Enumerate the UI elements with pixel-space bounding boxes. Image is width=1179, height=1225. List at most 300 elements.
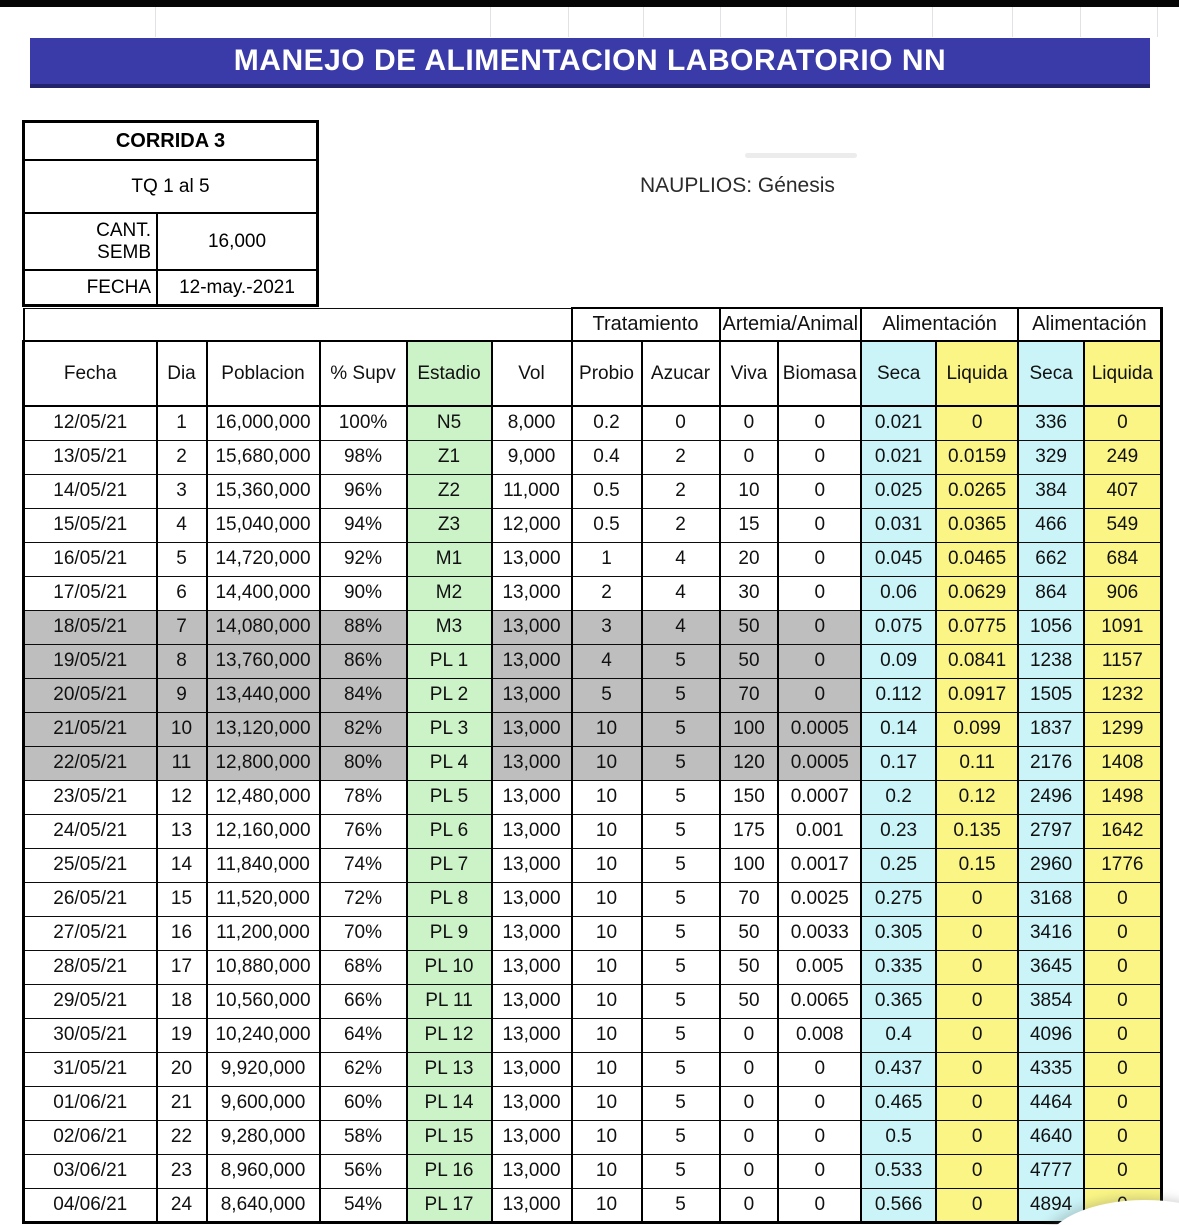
page-title: MANEJO DE ALIMENTACION LABORATORIO NN [233,44,947,77]
cell-vol: 13,000 [492,780,572,814]
cell-probio: 0.4 [572,440,642,474]
cell-seca-2: 2496 [1018,780,1084,814]
cell-viva: 50 [720,644,779,678]
cell-dia: 4 [157,508,207,542]
cell-dia: 2 [157,440,207,474]
cell-vol: 13,000 [492,1018,572,1052]
cell-viva: 100 [720,712,779,746]
cell-fecha: 18/05/21 [24,610,157,644]
cell-probio: 0.2 [572,406,642,440]
cell-viva: 50 [720,916,779,950]
cell-seca: 0.305 [861,916,936,950]
cell-seca: 0.021 [861,440,936,474]
cell-liquida: 0.0775 [936,610,1018,644]
cell-liquida: 0 [936,406,1018,440]
cell-poblacion: 14,720,000 [207,542,320,576]
cell-liquida-2: 0 [1084,1120,1161,1154]
cell-probio: 10 [572,1052,642,1086]
cell-dia: 15 [157,882,207,916]
cell-liquida-2: 1157 [1084,644,1161,678]
cell-vol: 13,000 [492,746,572,780]
cell-liquida: 0.11 [936,746,1018,780]
cell-dia: 20 [157,1052,207,1086]
cell-vol: 13,000 [492,576,572,610]
table-row [24,678,1162,712]
cell-supv: 54% [320,1188,407,1222]
title-bar [30,38,1150,88]
cell-probio: 4 [572,644,642,678]
cell-fecha: 01/06/21 [24,1086,157,1120]
header-liquida-1: Liquida [936,341,1018,406]
cell-liquida-2: 0 [1084,1086,1161,1120]
cell-viva: 0 [720,1086,779,1120]
header-liquida-2: Liquida [1084,341,1161,406]
cell-azucar: 2 [642,474,720,508]
cell-poblacion: 14,400,000 [207,576,320,610]
cell-azucar: 5 [642,814,720,848]
cell-seca: 0.14 [861,712,936,746]
cell-viva: 150 [720,780,779,814]
cell-probio: 10 [572,1188,642,1222]
cell-seca-2: 3645 [1018,950,1084,984]
cell-seca: 0.365 [861,984,936,1018]
top-gridline [1012,7,1013,37]
cell-seca: 0.075 [861,610,936,644]
cell-fecha: 02/06/21 [24,1120,157,1154]
table-row [24,780,1162,814]
cell-poblacion: 10,880,000 [207,950,320,984]
cell-azucar: 5 [642,1154,720,1188]
cell-probio: 0.5 [572,508,642,542]
table-row [24,814,1162,848]
cell-poblacion: 11,520,000 [207,882,320,916]
cell-supv: 56% [320,1154,407,1188]
cell-biomasa: 0.0005 [778,746,861,780]
cell-supv: 70% [320,916,407,950]
cell-supv: 60% [320,1086,407,1120]
cell-azucar: 4 [642,610,720,644]
cell-azucar: 5 [642,1120,720,1154]
cell-biomasa: 0 [778,508,861,542]
cell-fecha: 22/05/21 [24,746,157,780]
run-info-box [22,120,319,307]
table-row [24,1052,1162,1086]
cell-fecha: 24/05/21 [24,814,157,848]
table-body [24,406,1162,1222]
cell-vol: 13,000 [492,1086,572,1120]
cell-vol: 13,000 [492,678,572,712]
cell-dia: 22 [157,1120,207,1154]
top-gridline [855,7,856,37]
cell-estadio: PL 1 [407,644,492,678]
cell-vol: 13,000 [492,882,572,916]
cell-vol: 13,000 [492,950,572,984]
cell-liquida-2: 0 [1084,1154,1161,1188]
table-row [24,644,1162,678]
cell-estadio: PL 11 [407,984,492,1018]
table-row [24,916,1162,950]
cell-estadio: M2 [407,576,492,610]
top-gridline [1080,7,1081,37]
cell-dia: 5 [157,542,207,576]
cell-seca-2: 3168 [1018,882,1084,916]
cell-estadio: PL 12 [407,1018,492,1052]
cell-estadio: Z3 [407,508,492,542]
cell-fecha: 26/05/21 [24,882,157,916]
cell-estadio: PL 13 [407,1052,492,1086]
cell-liquida: 0 [936,984,1018,1018]
cell-vol: 13,000 [492,916,572,950]
cell-liquida-2: 1498 [1084,780,1161,814]
cell-biomasa: 0 [778,474,861,508]
cant-semb-value: 16,000 [207,230,267,252]
cell-seca-2: 864 [1018,576,1084,610]
cell-dia: 24 [157,1188,207,1222]
cell-viva: 15 [720,508,779,542]
cell-liquida: 0 [936,1154,1018,1188]
cell-viva: 50 [720,950,779,984]
group-header-artemia-animal: Artemia/Animal [720,308,862,341]
cell-seca: 0.021 [861,406,936,440]
header-viva: Viva [720,341,779,406]
cell-liquida-2: 0 [1084,1018,1161,1052]
cell-biomasa: 0.0025 [778,882,861,916]
cell-biomasa: 0 [778,542,861,576]
cell-supv: 94% [320,508,407,542]
cell-seca: 0.25 [861,848,936,882]
blank-spacer [24,308,572,341]
cell-biomasa: 0.001 [778,814,861,848]
header-vol: Vol [492,341,572,406]
cell-supv: 80% [320,746,407,780]
cell-azucar: 5 [642,712,720,746]
cell-fecha: 16/05/21 [24,542,157,576]
cell-liquida-2: 0 [1084,1052,1161,1086]
header-azucar: Azucar [642,341,720,406]
cell-azucar: 5 [642,916,720,950]
cell-liquida: 0.0629 [936,576,1018,610]
fecha-row [25,271,316,304]
header-probio: Probio [572,341,642,406]
cell-estadio: PL 4 [407,746,492,780]
cell-poblacion: 9,280,000 [207,1120,320,1154]
cell-supv: 66% [320,984,407,1018]
cell-seca: 0.533 [861,1154,936,1188]
cell-viva: 50 [720,984,779,1018]
header-seca-2: Seca [1018,341,1084,406]
cell-azucar: 5 [642,1018,720,1052]
cell-supv: 62% [320,1052,407,1086]
cell-liquida: 0.099 [936,712,1018,746]
cell-poblacion: 14,080,000 [207,610,320,644]
cell-vol: 13,000 [492,814,572,848]
cell-poblacion: 13,440,000 [207,678,320,712]
cell-seca: 0.5 [861,1120,936,1154]
cell-dia: 21 [157,1086,207,1120]
cell-biomasa: 0 [778,1120,861,1154]
cell-supv: 58% [320,1120,407,1154]
top-gridline [155,7,156,37]
cell-fecha: 30/05/21 [24,1018,157,1052]
cell-probio: 3 [572,610,642,644]
cell-estadio: Z1 [407,440,492,474]
cell-estadio: N5 [407,406,492,440]
cell-liquida-2: 1232 [1084,678,1161,712]
cell-supv: 68% [320,950,407,984]
cell-poblacion: 16,000,000 [207,406,320,440]
cell-seca: 0.2 [861,780,936,814]
cell-liquida-2: 0 [1084,950,1161,984]
top-gridline [932,7,933,37]
cell-probio: 10 [572,712,642,746]
cell-seca-2: 336 [1018,406,1084,440]
cell-probio: 0.5 [572,474,642,508]
tanks-row [25,161,316,214]
cell-liquida-2: 0 [1084,984,1161,1018]
cell-liquida-2: 906 [1084,576,1161,610]
group-header-alimentacion-1: Alimentación [861,308,1018,341]
cell-liquida: 0.135 [936,814,1018,848]
cell-seca-2: 329 [1018,440,1084,474]
cell-biomasa: 0 [778,1188,861,1222]
cell-fecha: 19/05/21 [24,644,157,678]
cell-dia: 6 [157,576,207,610]
cell-estadio: PL 7 [407,848,492,882]
cell-supv: 100% [320,406,407,440]
cell-seca-2: 1238 [1018,644,1084,678]
cell-viva: 175 [720,814,779,848]
cell-viva: 100 [720,848,779,882]
nauplios-label: NAUPLIOS: Génesis [640,174,835,197]
table-row [24,508,1162,542]
cell-estadio: M3 [407,610,492,644]
cell-vol: 13,000 [492,610,572,644]
cell-liquida: 0.0917 [936,678,1018,712]
cell-azucar: 2 [642,508,720,542]
cell-viva: 70 [720,882,779,916]
cell-liquida: 0 [936,916,1018,950]
cell-liquida: 0.0465 [936,542,1018,576]
cell-seca: 0.045 [861,542,936,576]
cell-seca-2: 466 [1018,508,1084,542]
top-gridline [1157,7,1158,37]
cell-liquida-2: 407 [1084,474,1161,508]
cell-fecha: 25/05/21 [24,848,157,882]
cell-dia: 10 [157,712,207,746]
cell-liquida-2: 1642 [1084,814,1161,848]
cell-seca: 0.09 [861,644,936,678]
cell-seca-2: 2797 [1018,814,1084,848]
cell-supv: 88% [320,610,407,644]
table-row [24,1018,1162,1052]
cell-seca: 0.437 [861,1052,936,1086]
cell-azucar: 0 [642,406,720,440]
table-row [24,542,1162,576]
cell-seca: 0.566 [861,1188,936,1222]
cell-supv: 96% [320,474,407,508]
table-row [24,950,1162,984]
cell-fecha: 14/05/21 [24,474,157,508]
cell-liquida-2: 549 [1084,508,1161,542]
cell-supv: 72% [320,882,407,916]
corrida-label: CORRIDA 3 [115,129,226,152]
cell-azucar: 5 [642,644,720,678]
cell-probio: 10 [572,746,642,780]
cell-fecha: 28/05/21 [24,950,157,984]
cell-poblacion: 15,360,000 [207,474,320,508]
cell-viva: 0 [720,406,779,440]
cell-biomasa: 0 [778,678,861,712]
table-row [24,712,1162,746]
cell-biomasa: 0 [778,610,861,644]
cell-probio: 2 [572,576,642,610]
cell-fecha: 12/05/21 [24,406,157,440]
cell-estadio: PL 2 [407,678,492,712]
table-row [24,1188,1162,1222]
cell-dia: 13 [157,814,207,848]
cell-azucar: 5 [642,780,720,814]
cell-biomasa: 0.0033 [778,916,861,950]
cell-dia: 23 [157,1154,207,1188]
cell-dia: 7 [157,610,207,644]
table-row [24,1154,1162,1188]
cell-fecha: 17/05/21 [24,576,157,610]
cell-estadio: PL 16 [407,1154,492,1188]
cell-poblacion: 9,600,000 [207,1086,320,1120]
cell-fecha: 23/05/21 [24,780,157,814]
cell-liquida: 0.0265 [936,474,1018,508]
cell-dia: 12 [157,780,207,814]
header-dia: Dia [157,341,207,406]
cell-azucar: 5 [642,678,720,712]
cell-biomasa: 0.0065 [778,984,861,1018]
cell-vol: 8,000 [492,406,572,440]
cell-liquida: 0.0159 [936,440,1018,474]
cell-biomasa: 0 [778,576,861,610]
cell-probio: 10 [572,950,642,984]
cell-biomasa: 0.008 [778,1018,861,1052]
top-gridline [643,7,644,37]
cell-biomasa: 0.0005 [778,712,861,746]
cell-liquida-2: 1299 [1084,712,1161,746]
cell-biomasa: 0.005 [778,950,861,984]
table-row [24,440,1162,474]
cell-seca-2: 2960 [1018,848,1084,882]
cell-probio: 10 [572,1086,642,1120]
cell-seca: 0.275 [861,882,936,916]
header-biomasa: Biomasa [778,341,861,406]
cell-azucar: 5 [642,848,720,882]
cell-fecha: 21/05/21 [24,712,157,746]
cell-seca-2: 1505 [1018,678,1084,712]
cell-dia: 3 [157,474,207,508]
cell-viva: 0 [720,1018,779,1052]
cell-fecha: 29/05/21 [24,984,157,1018]
fecha-label: FECHA [25,271,158,304]
cell-poblacion: 10,240,000 [207,1018,320,1052]
cell-supv: 98% [320,440,407,474]
cell-azucar: 5 [642,950,720,984]
cell-liquida: 0 [936,950,1018,984]
cell-biomasa: 0.0007 [778,780,861,814]
cell-dia: 1 [157,406,207,440]
cell-liquida: 0 [936,1086,1018,1120]
cell-estadio: PL 15 [407,1120,492,1154]
cell-biomasa: 0.0017 [778,848,861,882]
cell-seca-2: 4894 [1018,1188,1084,1222]
cell-dia: 19 [157,1018,207,1052]
cell-estadio: M1 [407,542,492,576]
cell-dia: 8 [157,644,207,678]
cell-vol: 13,000 [492,984,572,1018]
cell-dia: 18 [157,984,207,1018]
cell-seca-2: 4640 [1018,1120,1084,1154]
cell-viva: 10 [720,474,779,508]
cell-seca-2: 1837 [1018,712,1084,746]
cell-vol: 13,000 [492,1052,572,1086]
cell-supv: 90% [320,576,407,610]
cell-seca: 0.031 [861,508,936,542]
cell-probio: 5 [572,678,642,712]
cell-vol: 13,000 [492,644,572,678]
cell-seca-2: 4096 [1018,1018,1084,1052]
header-estadio: Estadio [407,341,492,406]
cell-liquida: 0 [936,1188,1018,1222]
cell-poblacion: 12,800,000 [207,746,320,780]
cell-biomasa: 0 [778,406,861,440]
cell-probio: 10 [572,780,642,814]
cell-viva: 50 [720,610,779,644]
corrida-row [25,123,316,161]
cell-biomasa: 0 [778,1086,861,1120]
header-fecha: Fecha [24,341,157,406]
cell-liquida: 0 [936,1018,1018,1052]
cell-supv: 74% [320,848,407,882]
table-row [24,406,1162,440]
cell-estadio: PL 10 [407,950,492,984]
cell-viva: 20 [720,542,779,576]
cell-poblacion: 15,040,000 [207,508,320,542]
cell-poblacion: 8,640,000 [207,1188,320,1222]
cell-liquida: 0.15 [936,848,1018,882]
header-supv: % Supv [320,341,407,406]
fecha-value: 12-may.-2021 [179,276,295,298]
cell-biomasa: 0 [778,1052,861,1086]
cell-probio: 10 [572,1120,642,1154]
table-row [24,474,1162,508]
cell-azucar: 5 [642,984,720,1018]
cell-poblacion: 13,760,000 [207,644,320,678]
cell-vol: 13,000 [492,1188,572,1222]
cell-liquida-2: 0 [1084,406,1161,440]
cell-seca-2: 3854 [1018,984,1084,1018]
cell-biomasa: 0 [778,1154,861,1188]
cant-semb-row [25,214,316,271]
cell-fecha: 04/06/21 [24,1188,157,1222]
cell-estadio: PL 17 [407,1188,492,1222]
cell-dia: 16 [157,916,207,950]
cell-seca-2: 3416 [1018,916,1084,950]
cell-liquida: 0.0841 [936,644,1018,678]
top-black-bar [0,0,1179,7]
cell-dia: 9 [157,678,207,712]
cell-fecha: 03/06/21 [24,1154,157,1188]
cell-vol: 13,000 [492,1120,572,1154]
cell-vol: 12,000 [492,508,572,542]
cell-seca: 0.335 [861,950,936,984]
cell-liquida-2: 0 [1084,882,1161,916]
cell-azucar: 5 [642,1052,720,1086]
